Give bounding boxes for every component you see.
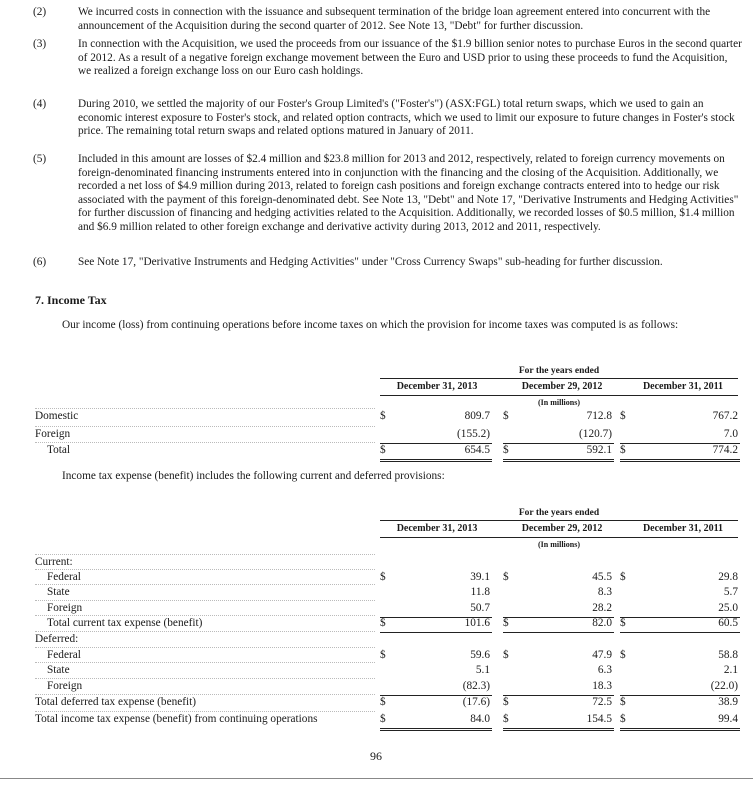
currency-symbol: $	[380, 444, 386, 456]
column-header: December 31, 2013	[396, 523, 478, 534]
table-row	[0, 633, 753, 648]
cell-value: 25.0	[718, 602, 738, 614]
scan-artifact	[35, 678, 375, 679]
scan-artifact	[35, 662, 375, 663]
scan-artifact	[35, 631, 375, 632]
cell-value: 8.3	[597, 586, 612, 598]
table-row	[0, 696, 753, 711]
total-double-underline	[503, 459, 614, 462]
cell-value: 101.6	[464, 617, 490, 629]
column-group-header: For the years ended	[518, 508, 600, 518]
row-label: Deferred:	[35, 633, 79, 645]
currency-symbol: $	[620, 571, 626, 583]
table-row	[0, 410, 753, 425]
currency-symbol: $	[380, 617, 386, 629]
header-rule	[380, 395, 738, 396]
scan-artifact	[35, 569, 375, 570]
unit-label: (In millions)	[537, 540, 580, 549]
cell-value: 592.1	[586, 444, 612, 456]
cell-value: (82.3)	[462, 680, 490, 692]
row-label: Current:	[35, 556, 73, 568]
scan-artifact	[35, 615, 375, 616]
cell-value: (155.2)	[457, 428, 490, 440]
cell-value: 50.7	[470, 602, 490, 614]
cell-value: 58.8	[718, 649, 738, 661]
cell-value: 28.2	[592, 602, 612, 614]
footnote-number: (6)	[33, 256, 47, 268]
scan-artifact	[35, 694, 375, 695]
page-number: 96	[370, 749, 382, 763]
total-double-underline	[620, 728, 740, 731]
currency-symbol: $	[620, 444, 626, 456]
footnote-text: In connection with the Acquisition, we used the proceeds from our issuance of the $1.9 billion senior notes to purchase Euros in the second quarter of 2012. As a result of a negative foreign exchange movement between the Euro and USD prior to using these proceeds to fund the Acquisition, we realized a foreign exchange loss on our Euro cash holdings.	[78, 38, 742, 77]
currency-symbol: $	[503, 410, 509, 422]
footnote-text: During 2010, we settled the majority of our Foster's Group Limited's ("Foster's") (ASX:FGL) total return swaps, which we used to gain an economic interest exposure to Foster's stock, and related option contracts, which we used to limit our exposure to future changes in Foster's stock price. The remaining total return swaps and related options matured in January of 2011.	[78, 98, 735, 137]
footnote-text: We incurred costs in connection with the issuance and subsequent termination of the bridge loan agreement entered into concurrent with the announcement of the Acquisition during the second quarter of 2012. See Note 13, "Debt" for further discussion.	[78, 6, 711, 32]
total-double-underline	[380, 459, 492, 462]
row-label: Federal	[47, 571, 81, 583]
row-label: State	[47, 586, 70, 598]
cell-value: 38.9	[718, 696, 738, 708]
scan-artifact	[35, 711, 375, 712]
cell-value: 2.1	[723, 664, 738, 676]
cell-value: 45.5	[592, 571, 612, 583]
header-rule	[380, 537, 738, 538]
currency-symbol: $	[503, 571, 509, 583]
row-label: Foreign	[47, 680, 83, 692]
cell-value: 154.5	[586, 713, 612, 725]
column-header: December 31, 2011	[642, 523, 724, 534]
currency-symbol: $	[380, 649, 386, 661]
cell-value: 18.3	[592, 680, 612, 692]
currency-symbol: $	[503, 444, 509, 456]
table-row	[0, 586, 753, 601]
cell-value: 767.2	[712, 410, 738, 422]
currency-symbol: $	[380, 713, 386, 725]
column-header: December 29, 2012	[521, 523, 603, 534]
column-header: December 31, 2011	[642, 381, 724, 392]
cell-value: 72.5	[592, 696, 612, 708]
currency-symbol: $	[620, 696, 626, 708]
column-header: December 29, 2012	[521, 381, 603, 392]
cell-value: 7.0	[723, 428, 738, 440]
scan-artifact	[35, 647, 375, 648]
row-label: Federal	[47, 649, 81, 661]
page-bottom-rule	[0, 778, 753, 779]
footnote-number: (2)	[33, 6, 47, 18]
cell-value: 712.8	[586, 410, 612, 422]
currency-symbol: $	[380, 571, 386, 583]
row-label: Total income tax expense (benefit) from continuing operations	[35, 713, 318, 725]
column-header: December 31, 2013	[396, 381, 478, 392]
scan-artifact	[35, 554, 375, 555]
column-group-header: For the years ended	[518, 366, 600, 376]
footnote-text: Included in this amount are losses of $2.4 million and $23.8 million for 2013 and 2012, respectively, related to foreign currency movements on foreign-denominated financing instruments entered into in conjunction with the financing and the closing of the Acquisition. Additionally, we recorded a net loss of $4.9 million during 2013, related to foreign cash positions and foreign exchange contracts entered into to hedge our risk associated with the payment of this foreign-denominated debt. See Note 13, "Debt" and Note 17, "Derivative Instruments and Hedging Activities" for further discussion of financing and hedging activities related to the Acquisition. Additionally, we recorded losses of $0.5 million, $1.4 million and $6.9 million related to other foreign exchange and derivative activity during 2013, 2012 and 2011, respectively.	[78, 153, 739, 233]
scan-artifact	[35, 408, 375, 409]
row-label: Total deferred tax expense (benefit)	[35, 696, 197, 708]
footnote-number: (3)	[33, 38, 47, 50]
scan-artifact	[35, 426, 375, 427]
row-label: Foreign	[35, 428, 71, 440]
currency-symbol: $	[620, 617, 626, 629]
table-row	[0, 428, 753, 443]
total-double-underline	[380, 728, 492, 731]
currency-symbol: $	[503, 617, 509, 629]
unit-label: (In millions)	[537, 398, 580, 407]
currency-symbol: $	[620, 713, 626, 725]
cell-value: 774.2	[712, 444, 738, 456]
cell-value: 5.7	[723, 586, 738, 598]
row-label: Total current tax expense (benefit)	[47, 617, 203, 629]
currency-symbol: $	[503, 696, 509, 708]
scan-artifact	[35, 442, 375, 443]
cell-value: 47.9	[592, 649, 612, 661]
cell-value: (17.6)	[462, 696, 490, 708]
cell-value: 84.0	[470, 713, 490, 725]
table-row	[0, 444, 753, 459]
total-double-underline	[620, 459, 740, 462]
cell-value: 39.1	[470, 571, 490, 583]
cell-value: 82.0	[592, 617, 612, 629]
cell-value: (120.7)	[579, 428, 612, 440]
row-label: Total	[47, 444, 71, 456]
cell-value: (22.0)	[710, 680, 738, 692]
header-rule	[380, 520, 738, 521]
table-row	[0, 617, 753, 632]
cell-value: 29.8	[718, 571, 738, 583]
intro-tax-expense: Income tax expense (benefit) includes the following current and deferred provisions:	[62, 470, 445, 482]
cell-value: 654.5	[464, 444, 490, 456]
cell-value: 59.6	[470, 649, 490, 661]
total-double-underline	[503, 728, 614, 731]
currency-symbol: $	[380, 410, 386, 422]
row-label: Foreign	[47, 602, 83, 614]
scan-artifact	[35, 600, 375, 601]
intro-income-before-tax: Our income (loss) from continuing operations before income taxes on which the provision for income taxes was computed is as follows:	[62, 319, 679, 331]
currency-symbol: $	[503, 713, 509, 725]
cell-value: 809.7	[464, 410, 490, 422]
header-rule	[380, 378, 738, 379]
scan-artifact	[35, 584, 375, 585]
cell-value: 11.8	[470, 586, 490, 598]
footnote-text: See Note 17, "Derivative Instruments and Hedging Activities" under "Cross Currency Swaps" sub-heading for further discussion.	[78, 256, 663, 268]
cell-value: 6.3	[597, 664, 612, 676]
currency-symbol: $	[620, 410, 626, 422]
row-label: Domestic	[35, 410, 79, 422]
cell-value: 60.5	[718, 617, 738, 629]
table-row	[0, 664, 753, 679]
cell-value: 99.4	[718, 713, 738, 725]
section-heading: 7. Income Tax	[35, 293, 107, 307]
currency-symbol: $	[620, 649, 626, 661]
footnote-number: (4)	[33, 98, 47, 110]
footnote-number: (5)	[33, 153, 47, 165]
table-row	[0, 680, 753, 695]
cell-value: 5.1	[475, 664, 490, 676]
row-label: State	[47, 664, 70, 676]
currency-symbol: $	[380, 696, 386, 708]
table-row	[0, 713, 753, 728]
currency-symbol: $	[503, 649, 509, 661]
